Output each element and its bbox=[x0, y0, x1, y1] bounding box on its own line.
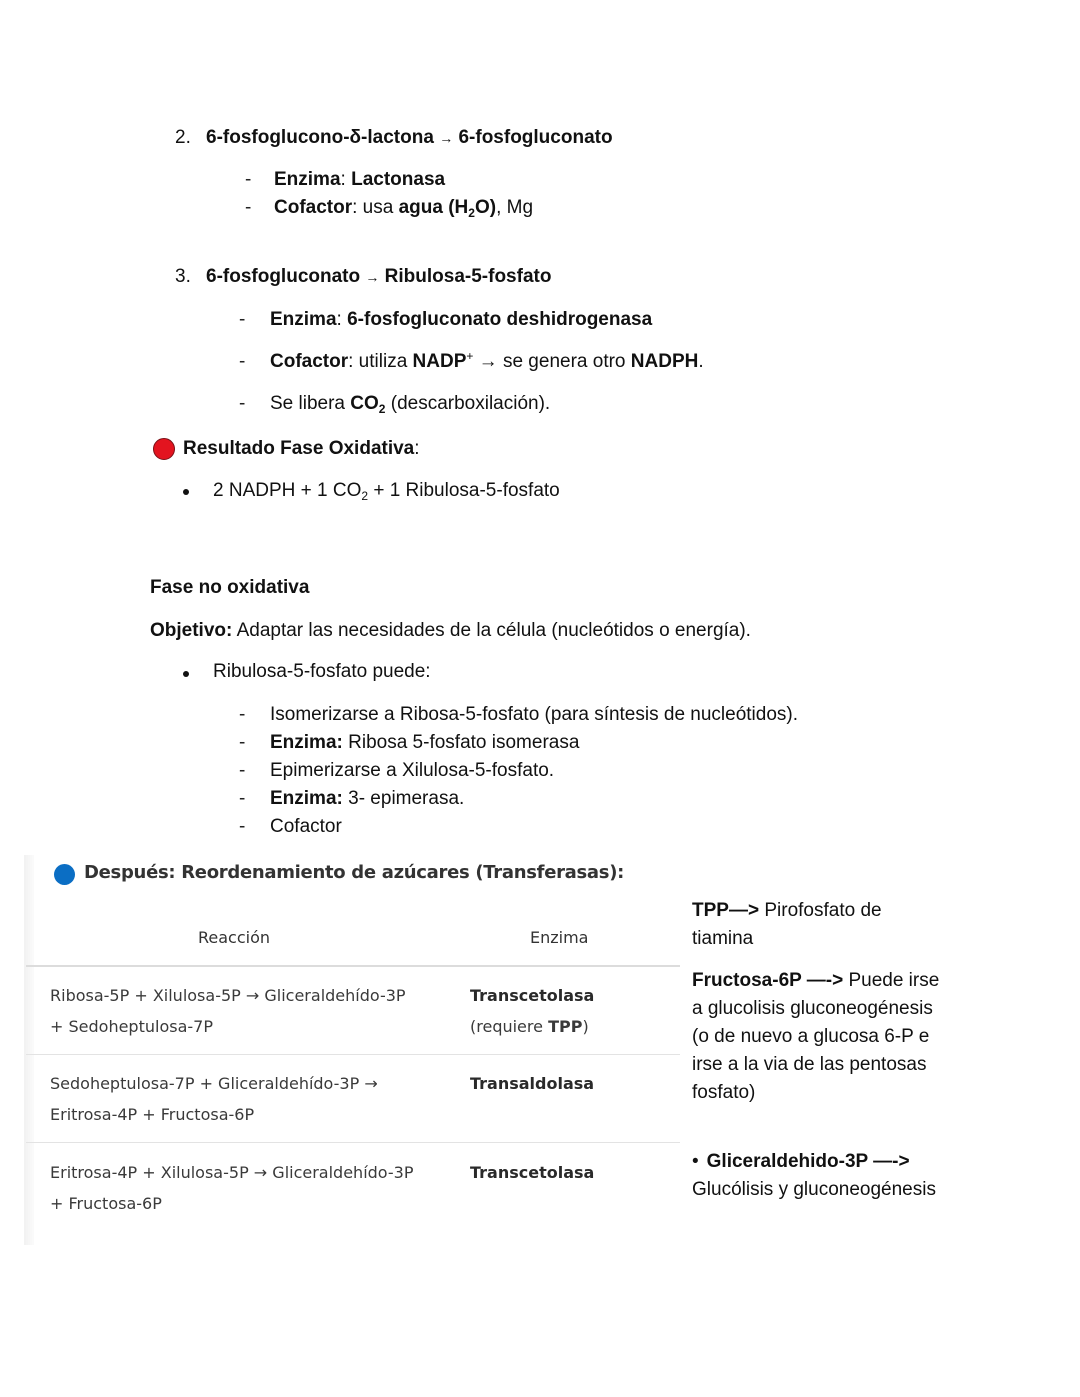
dash-bullet-icon: - bbox=[239, 732, 246, 753]
table-row-2-reaction-line2: Eritrosa-4P + Fructosa-6P bbox=[50, 1105, 255, 1124]
row-divider bbox=[26, 1054, 680, 1055]
subscript: 2 bbox=[468, 206, 475, 220]
table-row-2-reaction-line1: Sedoheptulosa-7P + Gliceraldehído-3P → bbox=[50, 1074, 378, 1093]
section-heading: Fase no oxidativa bbox=[150, 577, 310, 598]
note-bold: Fructosa-6P —-> bbox=[692, 970, 844, 991]
result-oxidative-title bbox=[183, 438, 420, 460]
note-text: Pirofosfato de tiamina bbox=[692, 900, 882, 949]
dash-bullet-icon: - bbox=[239, 351, 246, 372]
step-number: 2. bbox=[175, 127, 191, 148]
table-row-2-enzyme: Transaldolasa bbox=[470, 1074, 595, 1093]
superscript: + bbox=[466, 349, 474, 363]
subitem bbox=[270, 788, 464, 810]
step-2-enzyme bbox=[274, 169, 445, 191]
ribulosa-bullet: Ribulosa-5-fosfato puede: bbox=[213, 661, 431, 682]
value: NADP bbox=[412, 351, 467, 372]
separator: : usa bbox=[352, 197, 399, 218]
bold: Enzima: bbox=[270, 732, 343, 753]
table-row-1-enzyme: Transcetolasa bbox=[470, 986, 595, 1005]
prefix: Se libera bbox=[270, 393, 351, 414]
step-2-title bbox=[175, 127, 613, 149]
text: 3- epimerasa. bbox=[342, 788, 465, 809]
value: CO bbox=[350, 393, 379, 414]
note-bold: TPP—> bbox=[692, 900, 760, 921]
objective-label: Objetivo: bbox=[150, 620, 233, 641]
side-note-gliceraldehido bbox=[692, 1148, 942, 1204]
text: Isomerizarse a Ribosa-5-fosfato (para síntesis de nucleótidos). bbox=[270, 704, 799, 725]
part2: + 1 Ribulosa-5-fosfato bbox=[368, 480, 560, 501]
title: Resultado Fase Oxidativa bbox=[183, 438, 415, 459]
separator: : bbox=[340, 169, 352, 190]
substrate: 6-fosfogluconato bbox=[206, 266, 361, 287]
bullet-icon bbox=[183, 671, 189, 677]
bold: Enzima: bbox=[270, 788, 343, 809]
subscript: 2 bbox=[361, 489, 369, 503]
label: Cofactor bbox=[270, 351, 349, 372]
dash-bullet-icon: - bbox=[239, 788, 246, 809]
value: agua (H bbox=[398, 197, 469, 218]
step-3-cofactor bbox=[270, 351, 704, 373]
product: Ribulosa-5-fosfato bbox=[384, 266, 552, 287]
table-row-1-reaction-line1: Ribosa-5P + Xilulosa-5P → Gliceraldehído-3P bbox=[50, 986, 406, 1005]
value: 6-fosfogluconato deshidrogenasa bbox=[347, 309, 653, 330]
dash-bullet-icon: - bbox=[239, 309, 246, 330]
subitem bbox=[270, 704, 798, 726]
rest: . bbox=[698, 351, 704, 372]
table-row-3-reaction-line2: + Fructosa-6P bbox=[50, 1194, 162, 1213]
value-end: O) bbox=[474, 197, 497, 218]
image-edge bbox=[24, 855, 34, 1245]
subitem bbox=[270, 760, 554, 782]
value: Lactonasa bbox=[351, 169, 446, 190]
objective-text: Adaptar las necesidades de la célula (nucleótidos o energía). bbox=[232, 620, 751, 641]
rest: (descarboxilación). bbox=[385, 393, 551, 414]
bullet-icon: • bbox=[692, 1151, 699, 1172]
substrate: 6-fosfoglucono-δ-lactona bbox=[206, 127, 434, 148]
middle: → se genera otro bbox=[473, 351, 631, 372]
table-row-3-reaction-line1: Eritrosa-4P + Xilulosa-5P → Gliceraldehído-3P bbox=[50, 1163, 414, 1182]
dash-bullet-icon: - bbox=[239, 704, 246, 725]
step-3-title bbox=[175, 266, 551, 288]
label: Enzima bbox=[274, 169, 341, 190]
step-2-cofactor bbox=[274, 197, 533, 219]
separator: : utiliza bbox=[348, 351, 413, 372]
objective bbox=[150, 620, 751, 642]
dash-bullet-icon: - bbox=[245, 197, 252, 218]
note-bold: Gliceraldehido-3P —-> bbox=[706, 1151, 910, 1172]
note-text: Puede irse a glucolisis gluconeogénesis (o de nuevo a glucosa 6-P e irse a la via de las pentosas fosfato) bbox=[692, 970, 940, 1103]
text: Cofactor bbox=[270, 816, 342, 837]
arrow-icon: → bbox=[439, 130, 454, 146]
subscript: 2 bbox=[378, 402, 386, 416]
part1: 2 NADPH + 1 CO bbox=[213, 480, 362, 501]
dash-bullet-icon: - bbox=[239, 760, 246, 781]
table-title: Después: Reordenamiento de azúcares (Transferasas): bbox=[84, 862, 625, 883]
table-row-1-enzyme-note bbox=[470, 1017, 589, 1036]
step-number: 3. bbox=[175, 266, 191, 287]
separator: : bbox=[336, 309, 348, 330]
rest: , Mg bbox=[496, 197, 534, 218]
side-note-fructosa bbox=[692, 967, 942, 1107]
subitem bbox=[270, 732, 579, 754]
note-prefix: (requiere bbox=[470, 1017, 549, 1036]
table-row-1-reaction-line2: + Sedoheptulosa-7P bbox=[50, 1017, 213, 1036]
result-oxidative-bullet bbox=[213, 480, 560, 502]
label: Cofactor bbox=[274, 197, 353, 218]
note-text: Glucólisis y gluconeogénesis bbox=[692, 1179, 936, 1200]
blue-circle-icon bbox=[54, 864, 75, 885]
side-note-tpp bbox=[692, 897, 942, 953]
step-3-co2 bbox=[270, 393, 550, 415]
note-bold: TPP bbox=[548, 1017, 583, 1036]
dash-bullet-icon: - bbox=[239, 816, 246, 837]
bullet-icon bbox=[183, 489, 189, 495]
subitem bbox=[270, 816, 342, 838]
red-circle-icon bbox=[153, 438, 175, 460]
label: Enzima bbox=[270, 309, 337, 330]
text: Ribosa 5-fosfato isomerasa bbox=[342, 732, 580, 753]
text: Epimerizarse a Xilulosa-5-fosfato. bbox=[270, 760, 555, 781]
value-end: NADPH bbox=[630, 351, 699, 372]
header-divider bbox=[26, 965, 680, 967]
arrow-icon: → bbox=[365, 269, 380, 285]
dash-bullet-icon: - bbox=[239, 393, 246, 414]
table-row-3-enzyme: Transcetolasa bbox=[470, 1163, 595, 1182]
note-suffix: ) bbox=[582, 1017, 589, 1036]
row-divider bbox=[26, 1142, 680, 1143]
column-header-reaction: Reacción bbox=[198, 928, 271, 947]
step-3-enzyme bbox=[270, 309, 652, 331]
transferases-table-image bbox=[24, 855, 680, 1245]
product: 6-fosfogluconato bbox=[458, 127, 613, 148]
column-header-enzyme: Enzima bbox=[530, 928, 589, 947]
colon: : bbox=[414, 438, 420, 459]
dash-bullet-icon: - bbox=[245, 169, 252, 190]
